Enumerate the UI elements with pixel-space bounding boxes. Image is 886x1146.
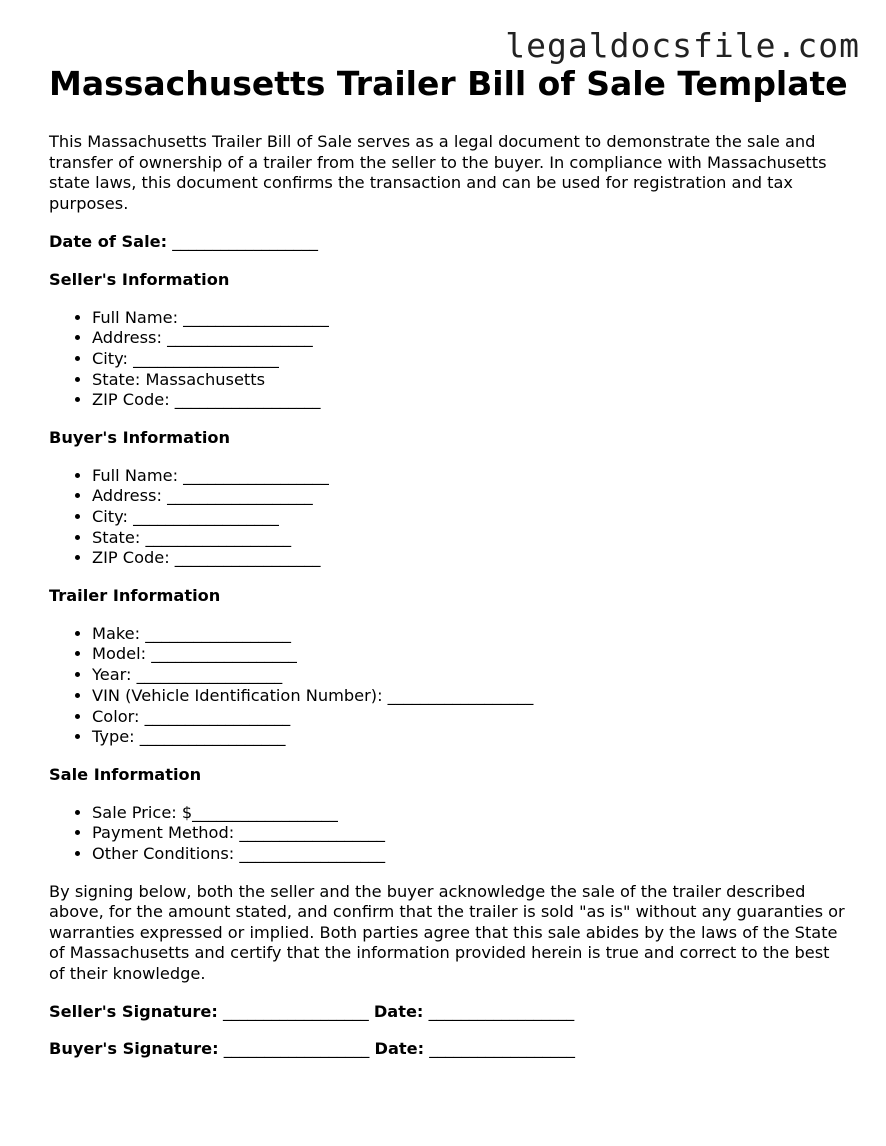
seller-full-name: • Full Name: __________________: [92, 308, 849, 329]
trailer-year: • Year: __________________: [92, 665, 849, 686]
seller-zip: • ZIP Code: __________________: [92, 390, 849, 411]
seller-heading: Seller's Information: [49, 269, 230, 289]
seller-city: • City: __________________: [92, 349, 849, 370]
intro-paragraph: This Massachusetts Trailer Bill of Sale serves as a legal document to demonstrate the sale and transfer of ownership of a trailer from the seller to the buyer. In compliance with Massachusetts state laws, this document confirms the transaction and can be used for registration and tax purposes.: [49, 132, 827, 213]
buyer-signature-blank: __________________: [218, 1039, 375, 1059]
buyer-heading: Buyer's Information: [49, 428, 231, 448]
buyer-zip: • ZIP Code: __________________: [92, 548, 849, 569]
date-of-sale-line: [49, 232, 849, 253]
buyer-list: [49, 466, 849, 570]
sale-payment-method: • Payment Method: __________________: [92, 823, 849, 844]
sale-price: • Sale Price: $__________________: [92, 803, 849, 824]
date-of-sale-blank: __________________: [167, 232, 318, 252]
seller-signature-line: [49, 1002, 849, 1023]
seller-signature-blank: __________________: [217, 1001, 374, 1021]
buyer-signature-label: Buyer's Signature:: [49, 1039, 219, 1059]
seller-address: • Address: __________________: [92, 328, 849, 349]
seller-state: • State: Massachusetts: [92, 370, 849, 391]
acknowledgment-paragraph: By signing below, both the seller and the buyer acknowledge the sale of the trailer described above, for the amount stated, and confirm that the trailer is sold "as is" without any guaranties or warranties expressed or implied. Both parties agree that this sale abides by the laws of the State of Massachusetts and certify that the information provided herein is true and correct to the best of their knowledge.: [49, 881, 845, 984]
buyer-state: • State: __________________: [92, 528, 849, 549]
buyer-city: • City: __________________: [92, 507, 849, 528]
document-title: Massachusetts Trailer Bill of Sale Template: [49, 64, 848, 103]
document-page: [49, 62, 849, 1060]
trailer-type: • Type: __________________: [92, 727, 849, 748]
sale-heading: Sale Information: [49, 765, 202, 784]
seller-signature-label: Seller's Signature:: [49, 1001, 218, 1021]
date-of-sale-label: Date of Sale:: [49, 232, 168, 252]
trailer-list: [49, 624, 849, 748]
trailer-make: • Make: __________________: [92, 624, 849, 645]
trailer-color: • Color: __________________: [92, 707, 849, 728]
sale-other-conditions: • Other Conditions: __________________: [92, 844, 849, 865]
buyer-full-name: • Full Name: __________________: [92, 466, 849, 487]
buyer-date-blank: __________________: [424, 1039, 575, 1059]
seller-date-blank: __________________: [423, 1001, 575, 1021]
buyer-address: • Address: __________________: [92, 486, 849, 507]
watermark: legaldocsfile.com: [505, 26, 860, 65]
buyer-date-label: Date:: [374, 1039, 425, 1059]
seller-date-label: Date:: [373, 1001, 424, 1021]
trailer-heading: Trailer Information: [49, 586, 221, 606]
sale-list: [49, 803, 849, 865]
trailer-vin: • VIN (Vehicle Identification Number): __________________: [92, 686, 849, 707]
buyer-signature-line: [49, 1039, 849, 1060]
trailer-model: • Model: __________________: [92, 644, 849, 665]
seller-list: [49, 308, 849, 412]
